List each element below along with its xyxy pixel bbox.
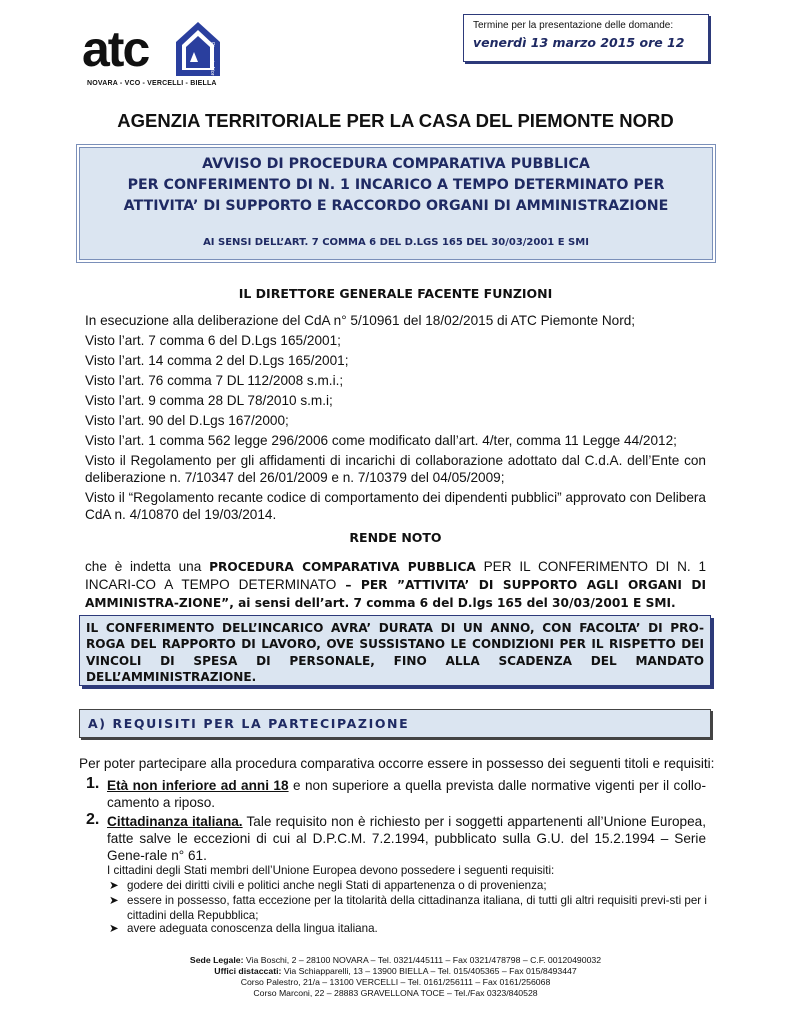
- requirement-body: [107, 813, 706, 864]
- notice-box: [79, 147, 713, 260]
- rende-noto-heading: RENDE NOTO: [349, 530, 442, 545]
- arrow-bullet-icon: ➤: [109, 894, 119, 907]
- notice-line-1: AVVISO DI PROCEDURA COMPARATIVA PUBBLICA: [202, 156, 590, 172]
- requirement-text: e non superiore a quella prevista dalle normative vigenti per il collo-camento a riposo.: [107, 778, 707, 810]
- procedure-text-1: che è indetta una: [85, 559, 210, 574]
- notice-legal-basis: AI SENSI DELL’ART. 7 COMMA 6 DEL D.LGS 165 DEL 30/03/2001 E SMI: [203, 237, 589, 248]
- premise-line: Visto l’art. 14 comma 2 del D.Lgs 165/2001;: [85, 353, 349, 368]
- deadline-label: Termine per la presentazione delle domande:: [473, 20, 674, 31]
- deadline-box: [463, 14, 709, 62]
- requirement-number: 2.: [86, 811, 100, 828]
- procedure-text-2: PER IL CONFERIMENTO DI N. 1 INCARI-CO A TEMPO DETERMINATO: [85, 559, 707, 592]
- section-a-title: A) REQUISITI PER LA PARTECIPAZIONE: [88, 716, 410, 731]
- arrow-bullet-icon: ➤: [109, 879, 119, 892]
- premise-line: Visto l’art. 9 comma 28 DL 78/2010 s.m.i;: [85, 393, 333, 408]
- premise-line: Visto l’art. 76 comma 7 DL 112/2008 s.m.i.;: [85, 373, 344, 388]
- requirement-title: Cittadinanza italiana.: [107, 814, 243, 829]
- arrow-bullet-icon: ➤: [109, 922, 119, 935]
- premise-line: In esecuzione alla deliberazione del CdA n° 5/10961 del 18/02/2015 di ATC Piemonte Nord;: [85, 313, 636, 328]
- premise-line: Visto l’art. 90 del D.Lgs 167/2000;: [85, 413, 289, 428]
- section-a-header: [79, 709, 711, 738]
- agency-title: AGENZIA TERRITORIALE PER LA CASA DEL PIEMONTE NORD: [117, 110, 674, 131]
- requirement-title: Età non inferiore ad anni 18: [107, 778, 289, 793]
- deadline-date: venerdì 13 marzo 2015 ore 12: [473, 35, 685, 50]
- eu-citizens-intro: I cittadini degli Stati membri dell’Unione Europea devono possedere i seguenti requisiti:: [107, 864, 555, 877]
- notice-line-2: PER CONFERIMENTO DI N. 1 INCARICO A TEMPO DETERMINATO PER: [127, 177, 665, 193]
- director-heading: IL DIRETTORE GENERALE FACENTE FUNZIONI: [238, 286, 553, 301]
- footer-legal-seat-label: Sede Legale:: [189, 955, 244, 965]
- list-item-text: godere dei diritti civili e politici anche negli Stati di appartenenza o di provenienza;: [127, 879, 547, 892]
- duration-notice-text: IL CONFERIMENTO DELL’INCARICO AVRA’ DURATA DI UN ANNO, CON FACOLTA’ DI PRO-ROGA DEL RAPPORTO DI LAVORO, OVE SUSSISTANO LE CONDIZIONI PER IL RISPETTO DEI VINCOLI DI SPESA DI PERSONALE, FINO ALLA SCADENZA DEL MANDATO DELL’AMMINISTRAZIONE.: [86, 621, 704, 684]
- logo-wordmark: atc: [82, 21, 149, 77]
- requirements-intro: Per poter partecipare alla procedura comparativa occorre essere in possesso dei seguenti titoli e requisiti:: [79, 756, 715, 771]
- premise-regulation-2: Visto il “Regolamento recante codice di comportamento dei dipendenti pubblici” approvato con Delibera CdA n. 4/10870 del 19/03/2014.: [85, 490, 706, 522]
- footer-branch-gravellona: Corso Marconi, 22 – 28883 GRAVELLONA TOCE – Tel./Fax 0323/840528: [253, 988, 538, 998]
- list-item-text: essere in possesso, fatta eccezione per la titolarità della cittadinanza italiana, di tutti gli altri requisiti previ-sti per i cittadini della Repubblica;: [127, 894, 707, 922]
- requirement-number: 1.: [86, 775, 100, 792]
- duration-notice-box: [79, 615, 711, 686]
- requirement-text: Tale requisito non è richiesto per i soggetti appartenenti all’Unione Europea, fatte salve le eccezioni di cui al D.P.C.M. 7.2.1994, pubblicato sulla G.U. del 15.2.1994 – Serie Gene-rale n° 61.: [107, 814, 706, 863]
- logo-side-text: Piemonte Nord: [209, 42, 215, 79]
- footer-branch-offices: [0, 966, 791, 977]
- list-item-text: avere adeguata conoscenza della lingua italiana.: [127, 922, 378, 935]
- footer-branch-biella: Via Schiapparelli, 13 – 13900 BIELLA – Tel. 015/405365 – Fax 015/8493447: [281, 966, 577, 976]
- footer-branch-label: Uffici distaccati:: [214, 966, 282, 976]
- premise-line: Visto l’art. 1 comma 562 legge 296/2006 come modificato dall’art. 4/ter, comma 11 Legge 44/2012;: [85, 433, 677, 448]
- footer-legal-seat-text: Via Boschi, 2 – 28100 NOVARA – Tel. 0321/445111 – Fax 0321/478798 – C.F. 00120490032: [243, 955, 602, 965]
- logo-side-text-wrapper: [206, 42, 215, 82]
- atc-logo: [82, 20, 222, 90]
- procedure-bold-1: PROCEDURA COMPARATIVA PUBBLICA: [209, 560, 476, 574]
- logo-subtitle: NOVARA - VCO - VERCELLI - BIELLA: [87, 80, 217, 87]
- footer-legal-seat: [0, 955, 791, 966]
- footer-branch-vercelli: Corso Palestro, 21/a – 13100 VERCELLI – Tel. 0161/256111 – Fax 0161/256068: [240, 977, 551, 987]
- premise-regulation-1: Visto il Regolamento per gli affidamenti di incarichi di collaborazione adottato dal C.d.A. dell’Ente con deliberazione n. 7/10347 del 26/01/2009 e n. 7/10379 del 04/05/2009;: [85, 453, 706, 485]
- notice-line-3: ATTIVITA’ DI SUPPORTO E RACCORDO ORGANI DI AMMINISTRAZIONE: [123, 198, 669, 214]
- procedure-paragraph: [85, 558, 706, 612]
- premise-line: Visto l’art. 7 comma 6 del D.Lgs 165/2001;: [85, 333, 341, 348]
- requirement-body: [107, 777, 706, 811]
- procedure-bold-2: – PER ”ATTIVITA’ DI SUPPORTO AGLI ORGANI DI AMMINISTRA-ZIONE”, ai sensi dell’art. 7 comma 6 del D.lgs 165 del 30/03/2001 E SMI.: [85, 578, 706, 610]
